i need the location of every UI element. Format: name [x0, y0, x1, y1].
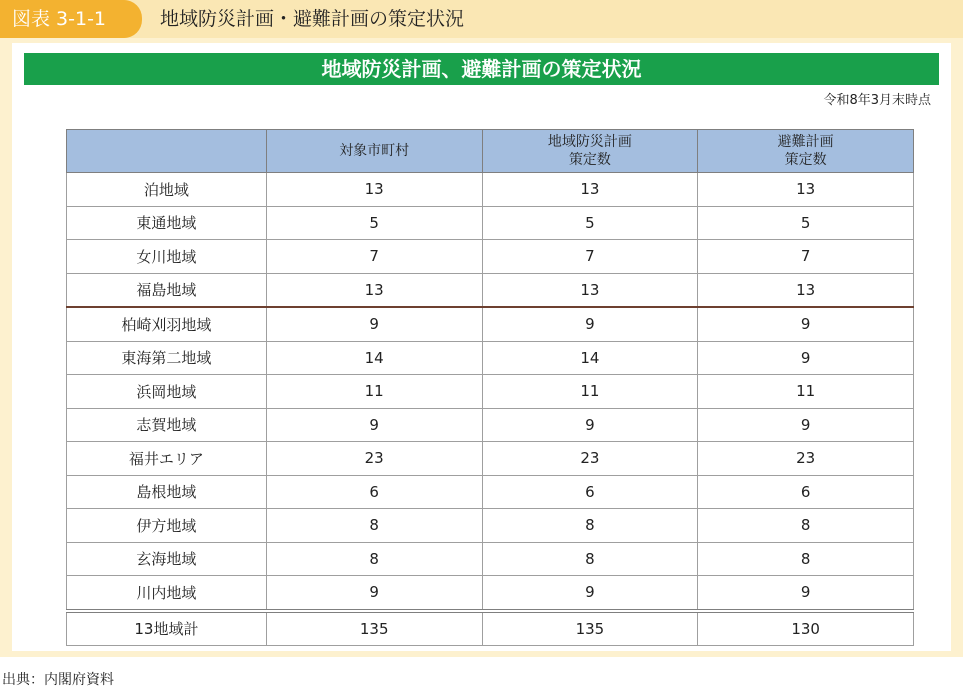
- value-cell: 8: [266, 509, 482, 543]
- figure-title: 地域防災計画・避難計画の策定状況: [160, 8, 465, 30]
- value-cell: 11: [698, 375, 914, 409]
- value-cell: 9: [266, 307, 482, 341]
- figure-label: 図表 3-1-1: [0, 0, 142, 38]
- source-note: 出典：内閣府資料: [2, 672, 114, 688]
- table-banner-title: 地域防災計画、避難計画の策定状況: [24, 53, 939, 85]
- total-value-cell: 130: [698, 611, 914, 646]
- value-cell: 9: [698, 408, 914, 442]
- value-cell: 9: [698, 576, 914, 611]
- value-cell: 7: [698, 240, 914, 274]
- region-cell: 志賀地域: [67, 408, 267, 442]
- value-cell: 5: [482, 206, 698, 240]
- region-cell: 泊地域: [67, 173, 267, 207]
- table-row: [67, 341, 914, 375]
- value-cell: 13: [698, 273, 914, 307]
- header-target-municipalities: [266, 130, 482, 173]
- total-label-cell: 13地域計: [67, 611, 267, 646]
- value-cell: 8: [482, 542, 698, 576]
- value-cell: 9: [482, 307, 698, 341]
- table-row: [67, 173, 914, 207]
- figure-panel: [12, 43, 951, 651]
- total-value-cell: 135: [482, 611, 698, 646]
- status-table: [66, 129, 914, 646]
- value-cell: 5: [266, 206, 482, 240]
- header-blank: [67, 130, 267, 173]
- region-cell: 伊方地域: [67, 509, 267, 543]
- value-cell: 9: [698, 341, 914, 375]
- region-cell: 川内地域: [67, 576, 267, 611]
- value-cell: 9: [482, 408, 698, 442]
- value-cell: 14: [482, 341, 698, 375]
- table-row: [67, 475, 914, 509]
- value-cell: 23: [482, 442, 698, 476]
- value-cell: 13: [482, 273, 698, 307]
- value-cell: 7: [482, 240, 698, 274]
- header-label: 対象市町村: [339, 143, 410, 159]
- value-cell: 23: [266, 442, 482, 476]
- table-row: [67, 307, 914, 341]
- value-cell: 11: [482, 375, 698, 409]
- value-cell: 5: [698, 206, 914, 240]
- value-cell: 8: [482, 509, 698, 543]
- value-cell: 6: [482, 475, 698, 509]
- value-cell: 8: [266, 542, 482, 576]
- value-cell: 13: [266, 173, 482, 207]
- figure-header: [0, 0, 963, 38]
- value-cell: 6: [698, 475, 914, 509]
- value-cell: 6: [266, 475, 482, 509]
- value-cell: 13: [698, 173, 914, 207]
- value-cell: 9: [266, 576, 482, 611]
- table-row: [67, 542, 914, 576]
- table-row: [67, 206, 914, 240]
- region-cell: 福井エリア: [67, 442, 267, 476]
- value-cell: 9: [698, 307, 914, 341]
- value-cell: 9: [266, 408, 482, 442]
- table-row: [67, 408, 914, 442]
- value-cell: 7: [266, 240, 482, 274]
- value-cell: 9: [482, 576, 698, 611]
- region-cell: 東海第二地域: [67, 341, 267, 375]
- region-cell: 女川地域: [67, 240, 267, 274]
- region-cell: 東通地域: [67, 206, 267, 240]
- header-disaster-plan-count: [482, 130, 698, 173]
- table-row: [67, 509, 914, 543]
- region-cell: 福島地域: [67, 273, 267, 307]
- table-row: [67, 240, 914, 274]
- value-cell: 8: [698, 542, 914, 576]
- as-of-date: 令和8年3月末時点: [823, 93, 931, 108]
- value-cell: 8: [698, 509, 914, 543]
- table-row: [67, 442, 914, 476]
- region-cell: 島根地域: [67, 475, 267, 509]
- value-cell: 14: [266, 341, 482, 375]
- table-row: [67, 273, 914, 307]
- header-evacuation-plan-count: [698, 130, 914, 173]
- table-body: [67, 173, 914, 646]
- region-cell: 柏崎刈羽地域: [67, 307, 267, 341]
- total-row: [67, 611, 914, 646]
- table-header-row: [67, 130, 914, 173]
- table-row: [67, 576, 914, 611]
- table-row: [67, 375, 914, 409]
- value-cell: 11: [266, 375, 482, 409]
- region-cell: 玄海地域: [67, 542, 267, 576]
- value-cell: 23: [698, 442, 914, 476]
- region-cell: 浜岡地域: [67, 375, 267, 409]
- value-cell: 13: [266, 273, 482, 307]
- header-label: 避難計画 策定数: [777, 134, 834, 168]
- header-label: 地域防災計画 策定数: [547, 134, 632, 168]
- total-value-cell: 135: [266, 611, 482, 646]
- value-cell: 13: [482, 173, 698, 207]
